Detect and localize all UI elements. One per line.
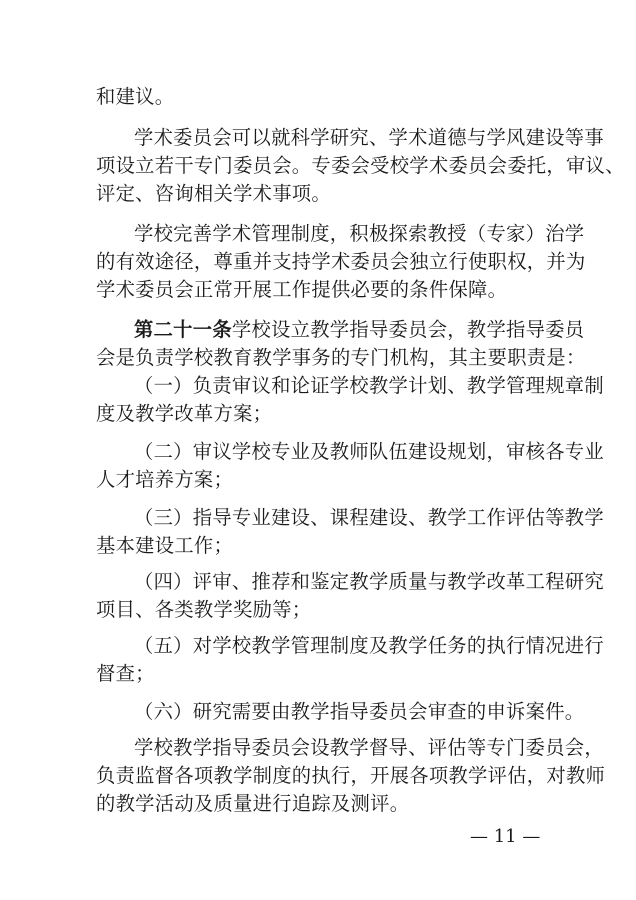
text-line: 学校教学指导委员会设教学督导、评估等专门委员会， — [134, 736, 604, 759]
text-line: 督查； — [96, 662, 155, 685]
text-line: 和建议。 — [96, 85, 175, 108]
text-line: 会是负责学校教育教学事务的专门机构，其主要职责是： — [96, 346, 586, 369]
text-line: 学校完善学术管理制度，积极探索教授（专家）治学 — [134, 222, 585, 245]
list-item-6: （六）研究需要由教学指导委员会审查的申诉案件。 — [134, 700, 585, 723]
article-text: 学校设立教学指导委员会，教学指导委员 — [231, 318, 585, 341]
list-item-3: （三）指导专业建设、课程建设、教学工作评估等教学 — [134, 506, 604, 529]
text-line: 项设立若干专门委员会。专委会受校学术委员会委托，审议、 — [96, 154, 625, 177]
text-line: 人才培养方案； — [96, 468, 234, 491]
text-line: 学术委员会可以就科学研究、学术道德与学风建设等事 — [134, 126, 604, 149]
text-line: 负责监督各项教学制度的执行，开展各项教学评估，对教师 — [96, 764, 606, 787]
list-item-4: （四）评审、推荐和鉴定教学质量与教学改革工程研究 — [134, 570, 604, 593]
text-line: 基本建设工作； — [96, 534, 234, 557]
article-line — [134, 316, 585, 344]
text-line: 度及教学改革方案； — [96, 402, 273, 425]
list-item-5: （五）对学校教学管理制度及教学任务的执行情况进行 — [134, 634, 604, 657]
text-line: 的教学活动及质量进行追踪及测评。 — [96, 792, 410, 815]
text-line: 学术委员会正常开展工作提供必要的条件保障。 — [96, 278, 508, 301]
list-item-2: （二）审议学校专业及教师队伍建设规划，审核各专业 — [134, 440, 604, 463]
list-item-1: （一）负责审议和论证学校教学计划、教学管理规章制 — [134, 374, 604, 397]
text-line: 评定、咨询相关学术事项。 — [96, 182, 331, 205]
text-line: 项目、各类教学奖励等； — [96, 598, 312, 621]
text-line: 的有效途径，尊重并支持学术委员会独立行使职权，并为 — [96, 250, 586, 273]
article-label: 第二十一条 — [134, 318, 232, 341]
page-number: — 11 — — [470, 826, 541, 847]
